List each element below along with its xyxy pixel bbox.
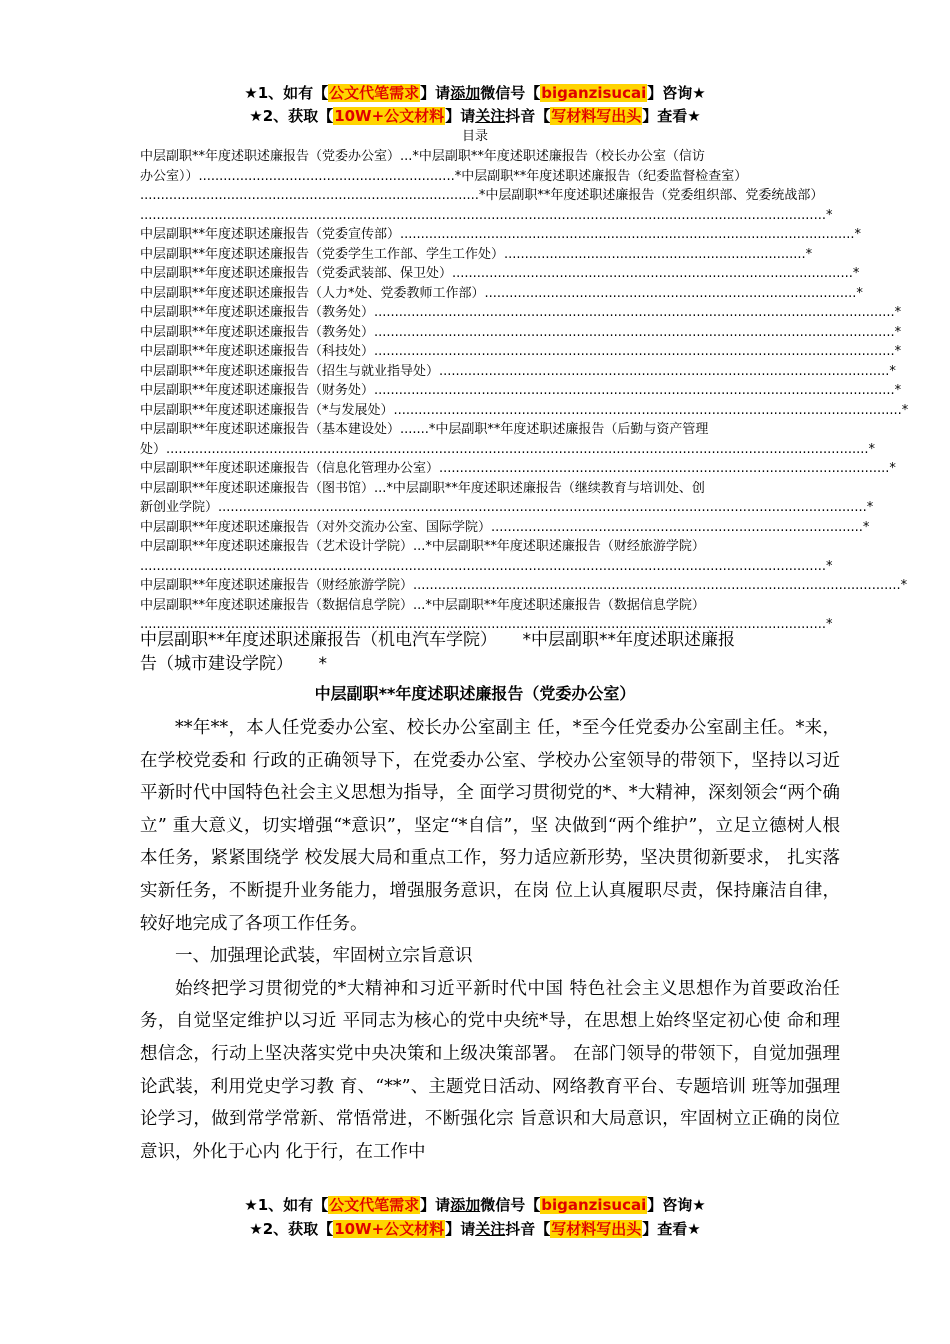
- highlight-text: 写材料写出头: [551, 107, 642, 125]
- toc-entry[interactable]: 中层副职**年度述职述廉报告（党委武装部、保卫处）.................................................................................................*: [140, 266, 860, 281]
- toc-entry[interactable]: 中层副职**年度述职述廉报告（数据信息学院）...*中层副职**年度述职述廉报告（数据信息学院）: [140, 597, 705, 613]
- highlight-text: biganzisucai: [541, 84, 647, 102]
- footer-banner-line-1: ★1、如有【公文代笔需求】请添加微信号【biganzisucai】咨询★: [244, 1196, 706, 1214]
- toc-entry[interactable]: 中层副职**年度述职述廉报告（基本建设处）.......*中层副职**年度述职述廉报告（后勤与资产管理: [140, 422, 709, 437]
- highlight-text: 写材料写出头: [551, 1220, 642, 1238]
- highlight-text: biganzisucai: [541, 1196, 647, 1214]
- toc-entry[interactable]: 中层副职**年度述职述廉报告（党委宣传部）..............................................................................................................*: [140, 227, 862, 242]
- paragraph: 始终把学习贯彻党的*大精神和习近平新时代中国 特色社会主义思想作为首要政治任务，自觉坚定维护以习近 平同志为核心的党中央统*导，在思想上始终坚定初心使 命和理想信念，行动上坚决落实党中央决策和上级决策部署。 在部门领导的带领下，自觉加强理论武装，利用党史学习教 育、“**”、主题党日活动、网络教育平台、专题培训 班等加强理论学习，做到常学常新、常悟常进，不断强化宗 旨意识和大局意识，牢固树立正确的岗位意识，外化于心内 化于行，在工作中: [140, 978, 840, 1162]
- toc-entry[interactable]: 中层副职**年度述职述廉报告（财务处）..............................................................................................................................*: [140, 383, 902, 398]
- toc-title: 目录: [461, 129, 488, 144]
- document-body: [140, 712, 840, 1168]
- toc-entry[interactable]: 中层副职**年度述职述廉报告（财经旅游学院）......................................................................................................................*: [140, 578, 908, 593]
- toc-entry[interactable]: 中层副职**年度述职述廉报告（党委学生工作部、学生工作处）.........................................................................*: [140, 246, 813, 262]
- toc-entry[interactable]: 办公室））..............................................................*中层副职**年度述职述廉报告（纪委监督检查室）: [140, 168, 748, 184]
- toc-entry[interactable]: 中层副职**年度述职述廉报告（教务处）..............................................................................................................................*: [140, 305, 902, 320]
- toc-entry[interactable]: 中层副职**年度述职述廉报告（图书馆）...*中层副职**年度述职述廉报告（继续教育与培训处、创: [140, 480, 705, 496]
- highlight-text: 10W+公文材料: [334, 1220, 445, 1238]
- footer-banner-line-2: ★2、获取【10W+公文材料】请关注抖音【写材料写出头】查看★: [249, 1220, 701, 1238]
- toc-entry[interactable]: 中层副职**年度述职述廉报告（教务处）..............................................................................................................................*: [140, 324, 902, 340]
- toc-entry[interactable]: 新创业学院）.............................................................................................................................................................*: [140, 500, 874, 515]
- toc-entry[interactable]: ......................................................................................................................................................................*: [140, 207, 833, 223]
- highlight-text: 公文代笔需求: [329, 1196, 420, 1214]
- header-banner-line-1: ★1、如有【公文代笔需求】请添加微信号【biganzisucai】咨询★: [244, 84, 706, 102]
- toc-entry[interactable]: 中层副职**年度述职述廉报告（招生与就业指导处）.............................................................................................................*: [140, 363, 896, 379]
- toc-entry[interactable]: 中层副职**年度述职述廉报告（*与发展处）...........................................................................................................................*: [140, 402, 909, 418]
- highlight-text: 10W+公文材料: [334, 107, 445, 125]
- subsection-heading: 一、加强理论武装，牢固树立宗旨意识: [175, 946, 473, 967]
- header-banner-line-2: ★2、获取【10W+公文材料】请关注抖音【写材料写出头】查看★: [249, 107, 701, 125]
- toc-entry[interactable]: 中层副职**年度述职述廉报告（信息化管理办公室）.............................................................................................................*: [140, 461, 896, 476]
- toc-entry-large[interactable]: 中层副职**年度述职述廉报告（机电汽车学院） *中层副职**年度述职述廉报 告（城市建设学院） *: [140, 630, 735, 674]
- toc-entry[interactable]: 中层副职**年度述职述廉报告（艺术设计学院）...*中层副职**年度述职述廉报告（财经旅游学院）: [140, 539, 705, 554]
- toc-entry[interactable]: 中层副职**年度述职述廉报告（科技处）..............................................................................................................................*: [140, 344, 902, 359]
- toc-entry[interactable]: ......................................................................................................................................................................*: [140, 617, 833, 632]
- table-of-contents: [140, 147, 909, 635]
- paragraph: **年**，本人任党委办公室、校长办公室副主 任，*至今任党委办公室副主任。*来，在学校党委和 行政的正确领导下，在党委办公室、学校办公室领导的带领下，坚持以习近平新时代中国特色社会主义思想为指导，全 面学习贯彻党的*、*大精神，深刻领会“两个确立” 重大意义，切实增强“*意识”，坚定“*自信”，坚 决做到“两个维护”，立足立德树人根本任务，紧紧围绕学 校发展大局和重点工作，努力适应新形势，坚决贯彻新要求， 扎实落实新任务，不断提升业务能力，增强服务意识，在岗 位上认真履职尽责，保持廉洁自律，较好地完成了各项工作任务。: [140, 718, 840, 934]
- toc-entry[interactable]: ..................................................................................*中层副职**年度述职述廉报告（党委组织部、党委统战部）: [140, 188, 824, 203]
- highlight-text: 公文代笔需求: [329, 84, 420, 102]
- toc-entry[interactable]: 中层副职**年度述职述廉报告（对外交流办公室、国际学院）..........................................................................................*: [140, 519, 870, 535]
- toc-entry[interactable]: 处）..........................................................................................................................................................................*: [140, 441, 875, 457]
- toc-entry[interactable]: 中层副职**年度述职述廉报告（人力*处、党委教师工作部）..........................................................................................*: [140, 285, 863, 301]
- toc-entry[interactable]: 中层副职**年度述职述廉报告（党委办公室）...*中层副职**年度述职述廉报告（校长办公室（信访: [140, 149, 705, 164]
- section-heading: 中层副职**年度述职述廉报告（党委办公室）: [314, 684, 636, 703]
- toc-entry[interactable]: ......................................................................................................................................................................*: [140, 558, 833, 574]
